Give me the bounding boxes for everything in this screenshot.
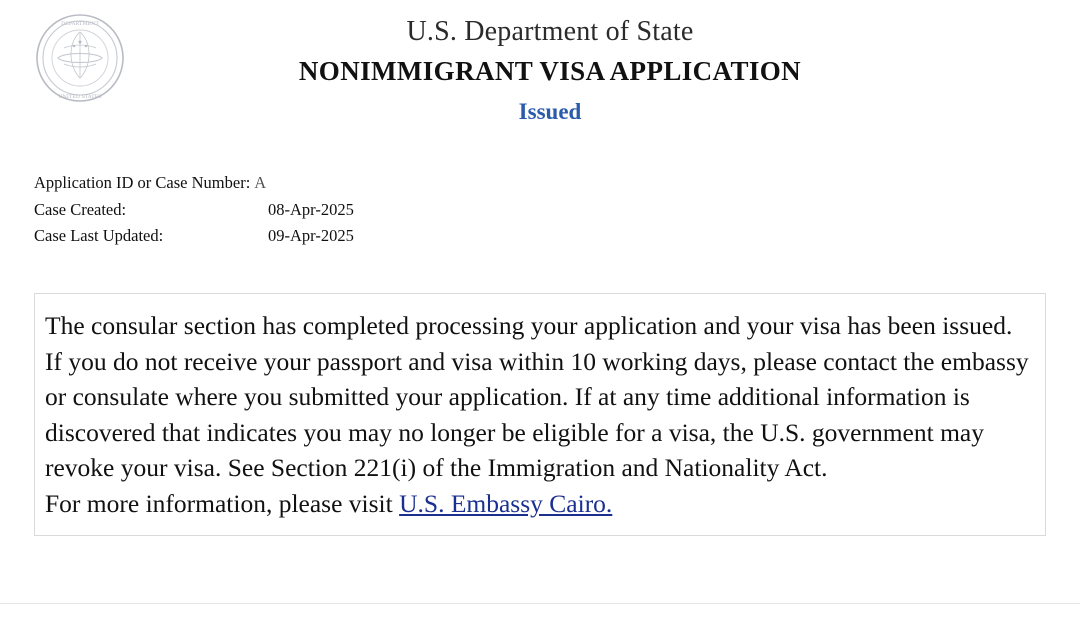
case-created-row <box>34 197 1080 224</box>
more-information-line <box>45 486 1035 522</box>
svg-text:DEPARTMENT: DEPARTMENT <box>61 21 99 27</box>
more-information-prefix: For more information, please visit <box>45 488 400 518</box>
status-message-text <box>45 308 1035 521</box>
status-message-body: The consular section has completed processing your application and your visa has been issued. If you do not receive your passport and visa within 10 working days, please contact the embassy or consulate where you submitted your application. If at any time additional information is discovered that indicates you may no longer be eligible for a visa, the U.S. government may revoke your visa. See Section 221(i) of the Immigration and Nationality Act. <box>45 311 1029 482</box>
us-department-of-state-seal-icon <box>34 12 126 104</box>
department-title: U.S. Department of State <box>406 16 694 47</box>
bottom-divider <box>0 603 1080 604</box>
title-block <box>0 16 1080 126</box>
case-created-label: Case Created: <box>34 199 127 219</box>
status-message-box <box>34 293 1046 536</box>
case-updated-label: Case Last Updated: <box>34 226 164 245</box>
status-badge: Issued <box>518 99 582 125</box>
embassy-cairo-link[interactable]: U.S. Embassy Cairo. <box>399 488 613 518</box>
page-header <box>0 0 1080 132</box>
application-id-label: Application ID or Case Number: <box>34 173 251 192</box>
application-title: NONIMMIGRANT VISA APPLICATION <box>298 56 802 87</box>
case-metadata <box>0 170 1080 250</box>
case-updated-value: 09-Apr-2025 <box>268 226 354 245</box>
application-id-row <box>34 170 1080 197</box>
application-id-value: A <box>254 173 268 192</box>
case-updated-row <box>34 223 1080 250</box>
svg-text:UNITED STATES: UNITED STATES <box>58 94 102 100</box>
case-created-value: 08-Apr-2025 <box>268 199 354 219</box>
